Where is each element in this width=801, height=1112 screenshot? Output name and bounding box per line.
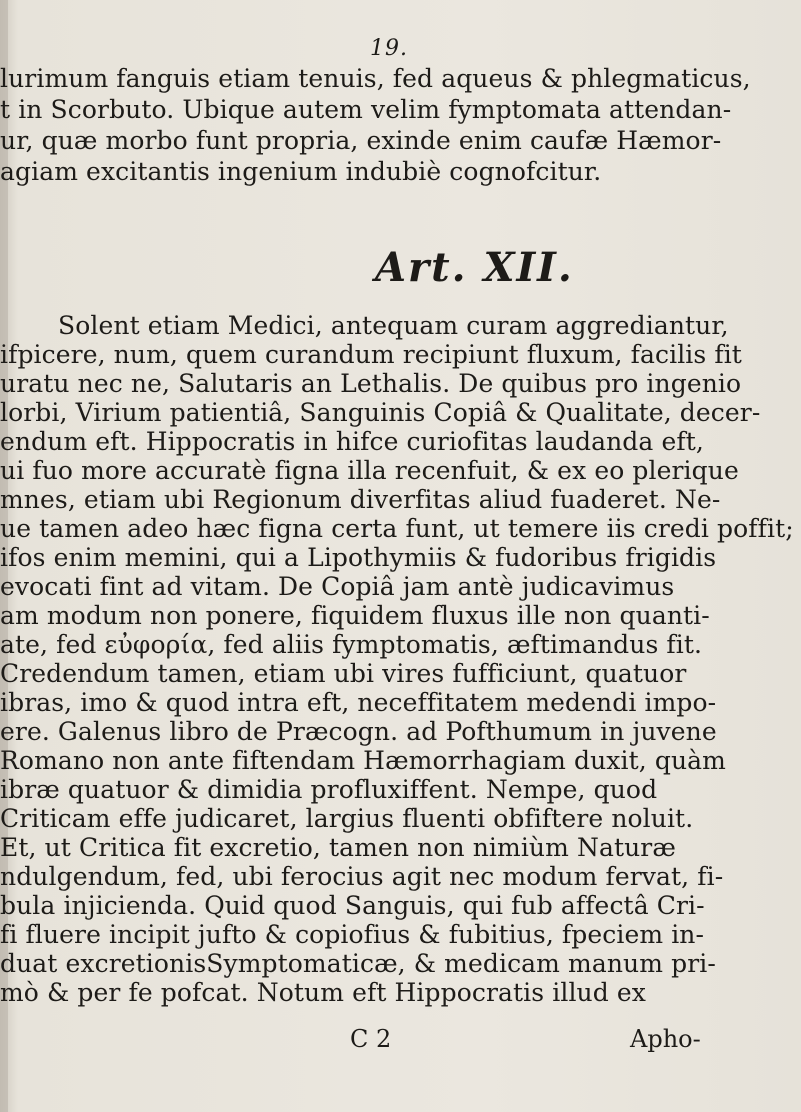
signature-mark: C 2 (350, 1025, 392, 1053)
text-line: Et, ut Critica fit excretio, tamen non nimiùm Naturæ (0, 833, 676, 862)
text-line: ue tamen adeo hæc figna certa funt, ut temere iis credi poffit; (0, 514, 794, 543)
text-line: ifos enim memini, qui a Lipothymiis & fudoribus frigidis (0, 543, 717, 572)
text-line: ibras, imo & quod intra eft, neceffitatem medendi impo- (0, 688, 717, 717)
text-line: am modum non ponere, fiquidem fluxus ille non quanti- (0, 601, 710, 630)
text-line: evocati fint ad vitam. De Copiâ jam antè judicavimus (0, 572, 675, 601)
text-line: ui fuo more accuratè figna illa recenfuit, & ex eo plerique (0, 456, 739, 485)
text-line: bula injicienda. Quid quod Sanguis, qui fub affectâ Cri- (0, 891, 705, 920)
text-line: mò & per fe pofcat. Notum eft Hippocratis illud ex (0, 978, 646, 1007)
text-line: lorbi, Virium patientiâ, Sanguinis Copiâ & Qualitate, decer- (0, 398, 761, 427)
page-number: 19. (370, 36, 408, 61)
catchword: Apho- (630, 1025, 701, 1053)
text-line: Credendum tamen, etiam ubi vires fufficiunt, quatuor (0, 659, 687, 688)
text-line: t in Scorbuto. Ubique autem velim fymptomata attendan- (0, 95, 732, 124)
text-line: mnes, etiam ubi Regionum diverfitas aliud fuaderet. Ne- (0, 485, 721, 514)
article-heading: Art. XII. (375, 244, 574, 291)
text-line: Romano non ante fiftendam Hæmorrhagiam duxit, quàm (0, 746, 726, 775)
text-line: endum eft. Hippocratis in hifce curiofitas laudanda eft, (0, 427, 704, 456)
text-line: Criticam effe judicaret, largius fluenti obfiftere noluit. (0, 804, 694, 833)
text-line: Solent etiam Medici, antequam curam aggrediantur, (58, 311, 729, 340)
text-line: lurimum fanguis etiam tenuis, fed aqueus & phlegmaticus, (0, 64, 751, 93)
text-line: ibræ quatuor & dimidia profluxiffent. Nempe, quod (0, 775, 658, 804)
text-line: fi fluere incipit jufto & copiofius & fubitius, fpeciem in- (0, 920, 705, 949)
text-line: ere. Galenus libro de Præcogn. ad Pofthumum in juvene (0, 717, 717, 746)
text-line: uratu nec ne, Salutaris an Lethalis. De quibus pro ingenio (0, 369, 742, 398)
text-line: ndulgendum, fed, ubi ferocius agit nec modum fervat, fi- (0, 862, 724, 891)
text-line: ur, quæ morbo funt propria, exinde enim caufæ Hæmor- (0, 126, 722, 155)
text-line: ate, fed εὐφορία, fed aliis fymptomatis, æftimandus fit. (0, 630, 703, 659)
text-line: ifpicere, num, quem curandum recipiunt fluxum, facilis fit (0, 340, 742, 369)
text-line: agiam excitantis ingenium indubiè cognofcitur. (0, 157, 602, 186)
text-line: duat excretionisSymptomaticæ, & medicam manum pri- (0, 949, 716, 978)
